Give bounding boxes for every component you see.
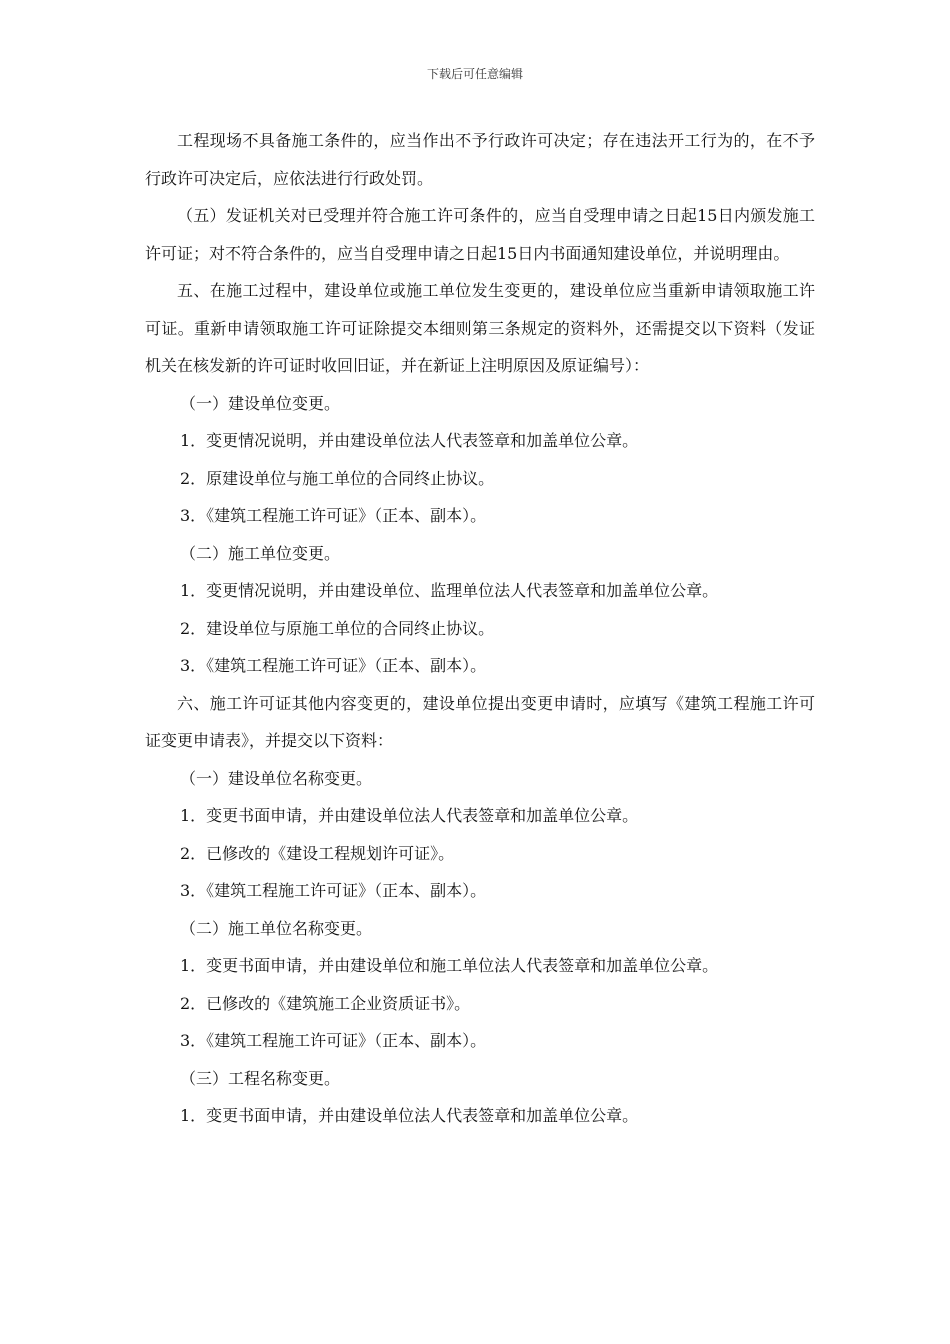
section-heading: （二）施工单位名称变更。 xyxy=(180,918,373,938)
paragraph: 五、在施工过程中，建设单位或施工单位发生变更的，建设单位应当重新申请领取施工许可证。重新申请领取施工许可证除提交本细则第三条规定的资料外，还需提交以下资料（发证机关在核发新的许可证时收回旧证，并在新证上注明原因及原证编号）： xyxy=(145,281,815,375)
list-item: 3．《建筑工程施工许可证》（正本、副本）。 xyxy=(180,506,487,525)
document-body xyxy=(145,122,815,1135)
list-item: 2．已修改的《建筑施工企业资质证书》。 xyxy=(180,993,471,1013)
list-item: 3．《建筑工程施工许可证》（正本、副本）。 xyxy=(180,1031,487,1050)
list-item: 2．已修改的《建设工程规划许可证》。 xyxy=(180,843,455,863)
section-heading: （二）施工单位变更。 xyxy=(180,543,341,563)
list-item: 3．《建筑工程施工许可证》（正本、副本）。 xyxy=(180,881,487,900)
list-item: 3．《建筑工程施工许可证》（正本、副本）。 xyxy=(180,656,487,675)
paragraph: （五）发证机关对已受理并符合施工许可条件的，应当自受理申请之日起15日内颁发施工许可证；对不符合条件的，应当自受理申请之日起15日内书面通知建设单位，并说明理由。 xyxy=(145,206,815,263)
list-item: 1．变更书面申请，并由建设单位和施工单位法人代表签章和加盖单位公章。 xyxy=(180,956,719,975)
list-item: 1．变更书面申请，并由建设单位法人代表签章和加盖单位公章。 xyxy=(180,1106,639,1125)
paragraph: 工程现场不具备施工条件的，应当作出不予行政许可决定；存在违法开工行为的，在不予行政许可决定后，应依法进行行政处罚。 xyxy=(145,131,815,188)
section-heading: （三）工程名称变更。 xyxy=(180,1068,341,1088)
list-item: 1．变更书面申请，并由建设单位法人代表签章和加盖单位公章。 xyxy=(180,806,639,825)
section-heading: （一）建设单位变更。 xyxy=(180,393,341,413)
list-item: 2．原建设单位与施工单位的合同终止协议。 xyxy=(180,468,495,488)
page-header: 下载后可任意编辑 xyxy=(426,67,523,81)
list-item: 2．建设单位与原施工单位的合同终止协议。 xyxy=(180,618,495,638)
paragraph: 六、施工许可证其他内容变更的，建设单位提出变更申请时，应填写《建筑工程施工许可证变更申请表》，并提交以下资料： xyxy=(145,693,815,750)
list-item: 1．变更情况说明，并由建设单位、监理单位法人代表签章和加盖单位公章。 xyxy=(180,581,719,600)
section-heading: （一）建设单位名称变更。 xyxy=(180,768,373,788)
list-item: 1．变更情况说明，并由建设单位法人代表签章和加盖单位公章。 xyxy=(180,431,639,450)
